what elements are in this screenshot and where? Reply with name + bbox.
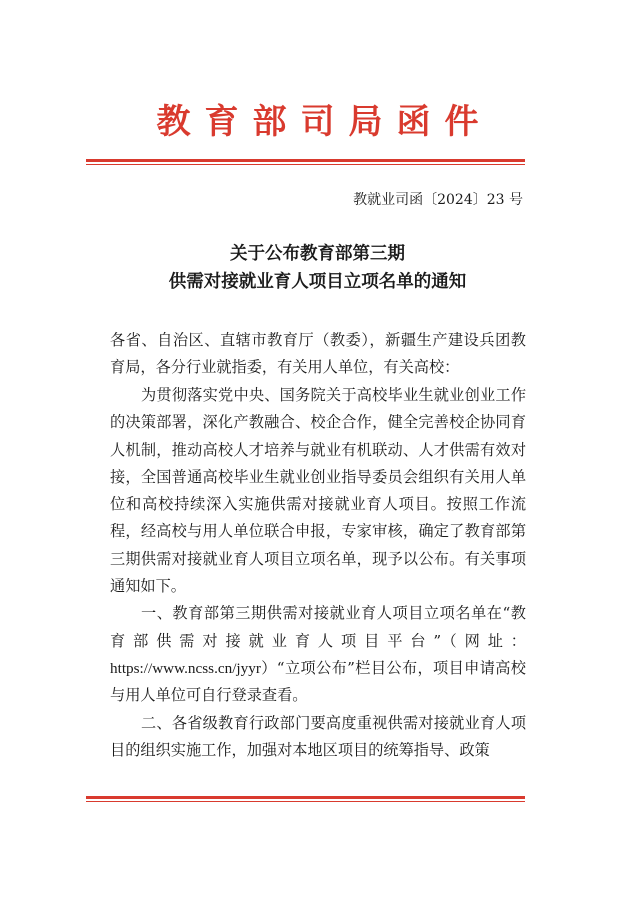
document-title	[0, 240, 635, 296]
document-title-line2: 供需对接就业育人项目立项名单的通知	[168, 272, 467, 292]
paragraph-item-1	[110, 600, 526, 709]
letterhead-divider-bottom	[86, 796, 525, 802]
paragraph-intro: 为贯彻落实党中央、国务院关于高校毕业生就业创业工作的决策部署，深化产教融合、校企合作，健全完善校企协同育人机制，推动高校人才培养与就业有机联动、人才供需有效对接，全国普通高校毕业生就业创业指导委员会组织有关用人单位和高校持续深入实施供需对接就业育人项目。按照工作流程，经高校与用人单位联合申报，专家审核，确定了教育部第三期供需对接就业育人项目立项名单，现予以公布。有关事项通知如下。	[110, 386, 526, 596]
paragraph-item-2: 二、各省级教育行政部门要高度重视供需对接就业育人项目的组织实施工作，加强对本地区项目的统筹指导、政策	[110, 713, 526, 759]
document-body	[110, 382, 526, 764]
item1-text-part1: 一、教育部第三期供需对接就业育人项目立项名单在“教育部供需对接就业育人项目平台”（网址：	[110, 604, 526, 650]
salutation	[110, 327, 526, 382]
document-number: 教就业司函〔2024〕23 号	[353, 192, 523, 208]
item1-text-part2: ）“立项公布”栏目公布，项目申请高校与用人单位可自行登录查看。	[110, 658, 526, 705]
salutation-text: 各省、自治区、直辖市教育厅（教委），新疆生产建设兵团教育局，各分行业就指委，有关用人单位，有关高校：	[110, 331, 526, 377]
platform-url-link[interactable]: https://www.ncss.cn/jyyr	[110, 659, 261, 677]
document-title-line1: 关于公布教育部第三期	[230, 244, 405, 264]
letterhead-title: 教育部司局函件	[156, 102, 493, 142]
letterhead-divider-top	[86, 159, 525, 165]
